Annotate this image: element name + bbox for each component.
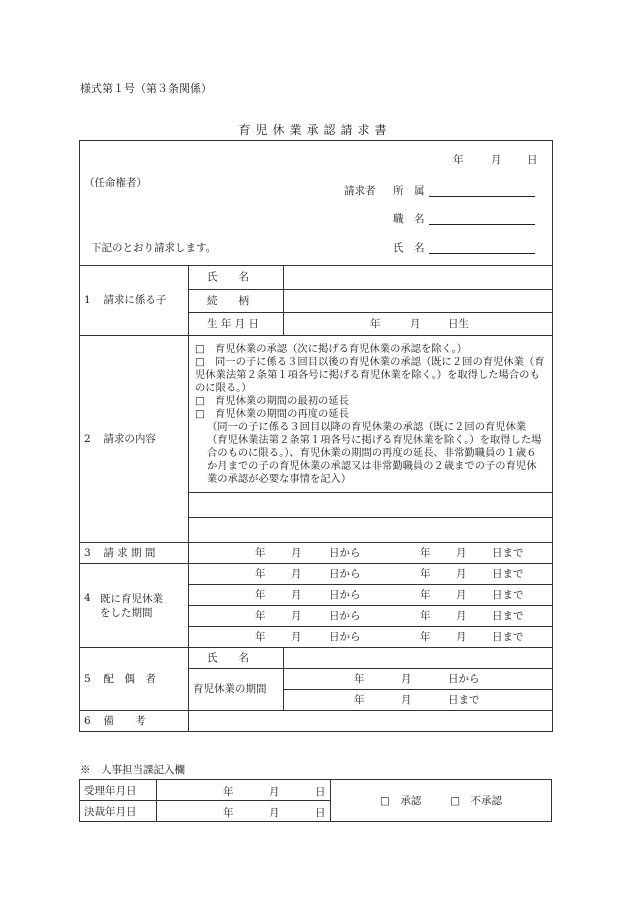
section4-label-cell (80, 564, 189, 648)
birth-year-label: 年 (370, 318, 381, 330)
office-use-table (79, 779, 552, 822)
period-until: 日まで (492, 547, 524, 559)
period-month: 月 (291, 589, 302, 601)
period-year-end: 年 (420, 568, 431, 580)
office-section-title: ※ 人事担当課記入欄 (80, 764, 185, 776)
child-name-label: 氏 名 (189, 266, 284, 290)
period-from: 日から (329, 610, 361, 622)
option-approval[interactable]: □ 育児休業の承認（次に掲げる育児休業の承認を除く。） (195, 342, 468, 355)
period-from: 日から (329, 568, 361, 580)
received-date-field[interactable] (157, 780, 331, 801)
spouse-from-year: 年 (354, 673, 365, 685)
department-field[interactable] (429, 184, 535, 197)
remarks-field[interactable] (189, 711, 553, 732)
section1-label-cell (80, 266, 189, 336)
appointer-label: （任命権者） (84, 177, 147, 189)
circumstance-line-2[interactable] (189, 518, 553, 543)
post-field[interactable] (429, 212, 535, 225)
section5-label: 配 偶 者 (103, 672, 156, 685)
period-month-end: 月 (456, 568, 467, 580)
spouse-name-field[interactable] (284, 648, 553, 669)
section6-number: 6 (84, 714, 91, 727)
section2-number: 2 (84, 432, 91, 445)
circumstance-line-1[interactable] (189, 493, 553, 518)
period-month: 月 (291, 568, 302, 580)
post-label: 職 名 (393, 213, 425, 225)
option-third-approval[interactable]: □ 同一の子に係る３回目以後の育児休業の承認（既に２回の育児休業（育児休業法第２条第１項各号に掲げる育児休業を除く。）を取得した場合のものに限る。） (195, 355, 545, 394)
spouse-until-month: 月 (401, 694, 412, 706)
section2-label-cell (80, 336, 189, 543)
spouse-period-from[interactable] (284, 669, 553, 690)
spouse-until-day: 日まで (448, 694, 480, 706)
period-until: 日まで (492, 589, 524, 601)
period-year: 年 (255, 568, 266, 580)
section6-label-cell (80, 711, 189, 732)
requester-name-field[interactable] (429, 241, 535, 254)
decided-date-field[interactable] (157, 801, 331, 822)
period-year-end: 年 (420, 631, 431, 643)
date-month-label: 月 (491, 154, 502, 166)
received-date-label: 受理年月日 (80, 780, 157, 801)
circumstance-note: （同一の子に係る３回目以降の育児休業の承認（既に２回の育児休業（育児休業法第２条第１項各号に掲げる育児休業を除く。）を取得した場合のものに限る。）、育児休業の期間の再度の延長、非常勤職員の１歳６か月までの子の育児休業の承認又は非常勤職員の２歳までの子の育児休業の承認が必要な事情を記入） (207, 420, 542, 485)
section5-number: 5 (84, 672, 91, 685)
period-month: 月 (291, 610, 302, 622)
request-statement: 下記のとおり請求します。 (91, 242, 217, 254)
requester-name-label: 氏 名 (393, 242, 425, 254)
department-label: 所 属 (393, 185, 425, 197)
period-month-end: 月 (456, 589, 467, 601)
period-until: 日まで (492, 568, 524, 580)
section4-label: 既に育児休業をした期間 (100, 592, 163, 619)
birth-day-label: 日生 (448, 318, 469, 330)
period-month-end: 月 (456, 631, 467, 643)
section5-label-cell (80, 648, 189, 711)
past-period-row-3[interactable] (189, 606, 553, 627)
decision-cell (331, 780, 552, 822)
received-day: 日 (315, 786, 326, 798)
birth-month-label: 月 (410, 318, 421, 330)
option-first-extension[interactable]: □ 育児休業の期間の最初の延長 (195, 394, 349, 407)
period-month-end: 月 (456, 610, 467, 622)
form-number: 様式第１号（第３条関係） (80, 82, 212, 95)
request-period-field[interactable] (189, 543, 553, 564)
option-second-extension[interactable]: □ 育児休業の期間の再度の延長 (195, 407, 349, 420)
decided-year: 年 (223, 807, 234, 819)
section2-label: 請求の内容 (103, 432, 156, 445)
child-name-field[interactable] (284, 266, 553, 290)
period-month-end: 月 (456, 547, 467, 559)
spouse-name-label: 氏 名 (189, 648, 284, 669)
decided-month: 月 (269, 807, 280, 819)
spouse-period-label: 育児休業の期間 (189, 669, 284, 711)
header-block (80, 141, 553, 266)
received-year: 年 (223, 786, 234, 798)
received-month: 月 (269, 786, 280, 798)
request-form-table (79, 140, 553, 732)
section4-number: 4 (84, 591, 91, 604)
spouse-until-year: 年 (354, 694, 365, 706)
section3-number: 3 (84, 546, 91, 559)
period-from: 日から (329, 547, 361, 559)
period-year-end: 年 (420, 610, 431, 622)
past-period-row-2[interactable] (189, 585, 553, 606)
period-year: 年 (255, 589, 266, 601)
reject-checkbox[interactable]: □ 不承認 (450, 795, 503, 807)
period-from: 日から (329, 631, 361, 643)
date-day-label: 日 (527, 154, 538, 166)
child-birth-label: 生 年 月 日 (189, 313, 284, 336)
requester-label: 請求者 (344, 185, 376, 197)
section1-label: 請求に係る子 (103, 294, 167, 306)
decided-day: 日 (315, 807, 326, 819)
period-month: 月 (291, 547, 302, 559)
period-year: 年 (255, 610, 266, 622)
period-year: 年 (255, 631, 266, 643)
date-year-label: 年 (453, 154, 464, 166)
document-title: 育児休業承認請求書 (238, 123, 392, 137)
spouse-period-until[interactable] (284, 690, 553, 711)
past-period-row-4[interactable] (189, 627, 553, 648)
decided-date-label: 決裁年月日 (80, 801, 157, 822)
period-year: 年 (255, 547, 266, 559)
section1-number: 1 (84, 294, 91, 306)
approve-checkbox[interactable]: □ 承認 (379, 795, 422, 807)
period-from: 日から (329, 589, 361, 601)
spouse-from-month: 月 (401, 673, 412, 685)
period-month: 月 (291, 631, 302, 643)
section3-label: 請 求 期 間 (103, 546, 156, 559)
spouse-from-day: 日から (448, 673, 480, 685)
past-period-row-1[interactable] (189, 564, 553, 585)
request-options (189, 336, 553, 493)
child-relation-field[interactable] (284, 290, 553, 313)
period-until: 日まで (492, 610, 524, 622)
period-year-end: 年 (420, 547, 431, 559)
section6-label: 備 考 (103, 714, 146, 727)
period-until: 日まで (492, 631, 524, 643)
child-birth-field[interactable] (284, 313, 553, 336)
child-relation-label: 続 柄 (189, 290, 284, 313)
period-year-end: 年 (420, 589, 431, 601)
section3-label-cell (80, 543, 189, 564)
